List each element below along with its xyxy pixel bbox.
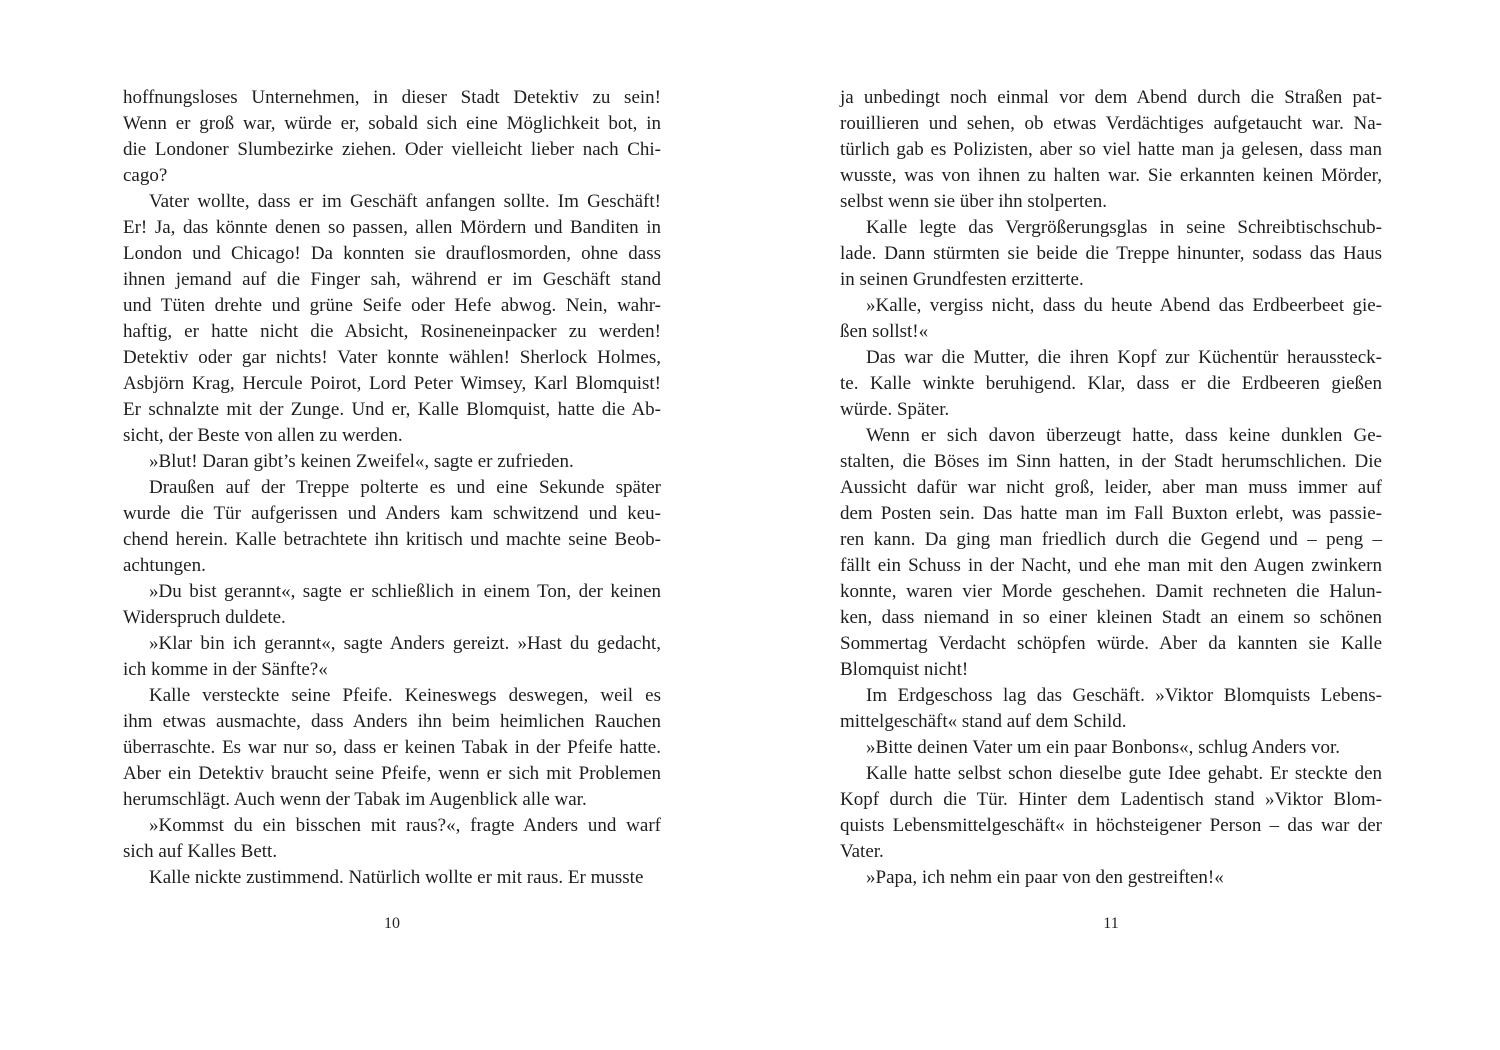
text-line: ken, dass niemand in so einer kleinen Stadt an einem so schönen [840,607,1382,628]
text-line: die Londoner Slumbezirke ziehen. Oder vielleicht lieber nach Chi- [123,139,661,160]
page-text-left [123,85,661,891]
page-number-left: 10 [384,915,400,932]
text-line: »Papa, ich nehm ein paar von den gestreiften!« [866,867,1224,888]
text-line: ja unbedingt noch einmal vor dem Abend durch die Straßen pat- [840,87,1382,108]
text-line: Asbjörn Krag, Hercule Poirot, Lord Peter Wimsey, Karl Blomquist! [123,373,661,394]
text-line: herumschlägt. Auch wenn der Tabak im Augenblick alle war. [123,789,587,810]
text-line: Wenn er groß war, würde er, sobald sich eine Möglichkeit bot, in [123,113,661,134]
text-line: ihm etwas ausmachte, dass Anders ihn beim heimlichen Rauchen [123,711,661,732]
text-line: dem Posten sein. Das hatte man im Fall Buxton erlebt, was passie- [840,503,1382,524]
text-line: »Bitte deinen Vater um ein paar Bonbons«, schlug Anders vor. [866,737,1341,758]
book-page-right [750,0,1500,1050]
text-line: ßen sollst!« [840,321,929,342]
text-line: Wenn er sich davon überzeugt hatte, dass keine dunklen Ge- [866,425,1382,446]
text-line: achtungen. [123,555,206,576]
text-line: ihnen jemand auf die Finger sah, während er im Geschäft stand [123,269,661,290]
text-line: ich komme in der Sänfte?« [123,659,328,680]
text-line: haftig, er hatte nicht die Absicht, Rosineneinpacker zu werden! [123,321,661,342]
page-text-right [840,85,1382,891]
text-line: in seinen Grundfesten erzitterte. [840,269,1084,290]
text-line: »Du bist gerannt«, sagte er schließlich in einem Ton, der keinen [149,581,661,602]
text-line: Blomquist nicht! [840,659,969,680]
text-line: Detektiv oder gar nichts! Vater konnte wählen! Sherlock Holmes, [123,347,661,368]
text-line: und Tüten drehte und grüne Seife oder Hefe abwog. Nein, wahr- [123,295,661,316]
text-line: rouillieren und sehen, ob etwas Verdächtiges aufgetaucht war. Na- [840,113,1382,134]
text-line: Er schnalzte mit der Zunge. Und er, Kalle Blomquist, hatte die Ab- [123,399,661,420]
text-line: Im Erdgeschoss lag das Geschäft. »Viktor Blomquists Lebens- [866,685,1382,706]
text-line: Widerspruch duldete. [123,607,286,628]
text-line: »Kommst du ein bisschen mit raus?«, fragte Anders und warf [149,815,661,836]
text-line: Kalle nickte zustimmend. Natürlich wollte er mit raus. Er musste [149,867,644,888]
text-line: überraschte. Es war nur so, dass er keinen Tabak in der Pfeife hatte. [123,737,661,758]
text-line: lade. Dann stürmten sie beide die Treppe hinunter, sodass das Haus [840,243,1382,264]
text-line: wusste, was von ihnen zu halten war. Sie erkannten keinen Mörder, [840,165,1382,186]
text-line: Vater. [840,841,884,862]
text-line: ren kann. Da ging man friedlich durch die Gegend und – peng – [840,529,1382,550]
text-line: Aussicht dafür war nicht groß, leider, aber man muss immer auf [840,477,1382,498]
text-line: Sommertag Verdacht schöpfen würde. Aber da kannten sie Kalle [840,633,1382,654]
text-line: würde. Später. [840,399,950,420]
text-line: chend herein. Kalle betrachtete ihn kritisch und machte seine Beob- [123,529,661,550]
text-line: »Blut! Daran gibt’s keinen Zweifel«, sagte er zufrieden. [149,451,574,472]
text-line: Das war die Mutter, die ihren Kopf zur Küchentür heraussteck- [866,347,1382,368]
text-line: wurde die Tür aufgerissen und Anders kam schwitzend und keu- [123,503,661,524]
text-line: Kalle hatte selbst schon dieselbe gute Idee gehabt. Er steckte den [866,763,1382,784]
text-line: Vater wollte, dass er im Geschäft anfangen sollte. Im Geschäft! [149,191,661,212]
page-number-right: 11 [1103,915,1119,932]
text-line: »Klar bin ich gerannt«, sagte Anders gereizt. »Hast du gedacht, [149,633,661,654]
text-line: mittelgeschäft« stand auf dem Schild. [840,711,1127,732]
text-line: Er! Ja, das könnte denen so passen, allen Mördern und Banditen in [123,217,661,238]
text-line: selbst wenn sie über ihn stolperten. [840,191,1108,212]
text-line: Kalle legte das Vergrößerungsglas in seine Schreibtischschub- [866,217,1382,238]
text-line: konnte, waren vier Morde geschehen. Damit rechneten die Halun- [840,581,1382,602]
text-line: London und Chicago! Da konnten sie drauflosmorden, ohne dass [123,243,661,264]
text-line: sicht, der Beste von allen zu werden. [123,425,403,446]
text-line: Kalle versteckte seine Pfeife. Keineswegs deswegen, weil es [149,685,661,706]
text-line: te. Kalle winkte beruhigend. Klar, dass er die Erdbeeren gießen [840,373,1382,394]
text-line: cago? [123,165,168,186]
text-line: Aber ein Detektiv braucht seine Pfeife, wenn er sich mit Problemen [123,763,661,784]
text-line: »Kalle, vergiss nicht, dass du heute Abend das Erdbeerbeet gie- [866,295,1382,316]
text-line: hoffnungsloses Unternehmen, in dieser Stadt Detektiv zu sein! [123,87,661,108]
text-line: türlich gab es Polizisten, aber so viel hatte man ja gelesen, dass man [840,139,1382,160]
text-line: Draußen auf der Treppe polterte es und eine Sekunde später [149,477,661,498]
text-line: stalten, die Böses im Sinn hatten, in der Stadt herumschlichen. Die [840,451,1382,472]
text-line: sich auf Kalles Bett. [123,841,278,862]
text-line: quists Lebensmittelgeschäft« in höchsteigener Person – das war der [840,815,1382,836]
text-line: fällt ein Schuss in der Nacht, und ehe man mit den Augen zwinkern [840,555,1382,576]
text-line: Kopf durch die Tür. Hinter dem Ladentisch stand »Viktor Blom- [840,789,1382,810]
